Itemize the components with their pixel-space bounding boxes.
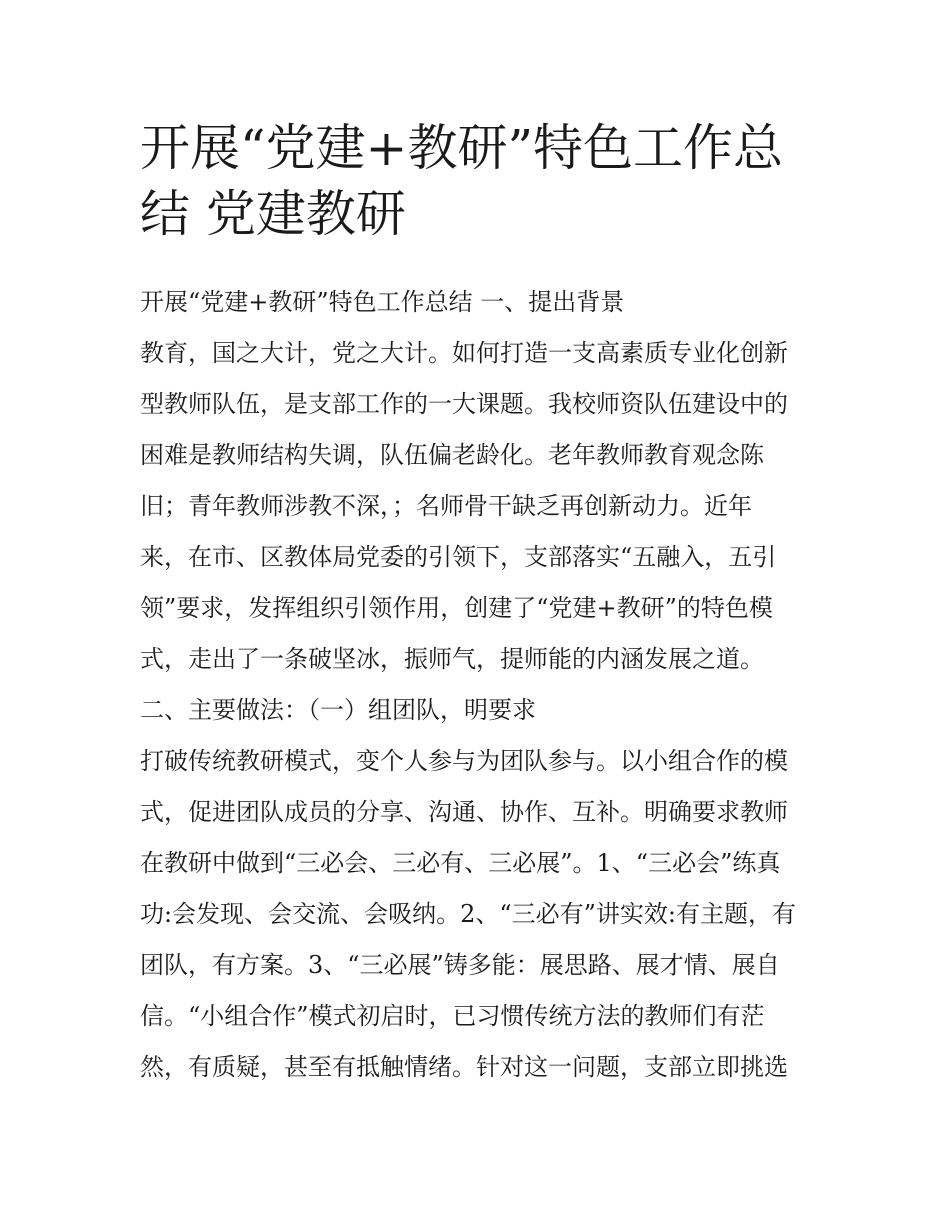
body-line: 功:会发现、会交流、会吸纳。2、“三必有”讲实效:有主题，有	[140, 900, 796, 928]
body-line: 教育，国之大计，党之大计。如何打造一支高素质专业化创新	[140, 339, 788, 367]
document-body	[140, 283, 820, 1099]
body-line: 式，走出了一条破坚冰，振师气，提师能的内涵发展之道。	[140, 645, 764, 673]
body-line: 二、主要做法：（一）组团队，明要求	[140, 696, 536, 724]
body-line: 式，促进团队成员的分享、沟通、协作、互补。明确要求教师	[140, 798, 788, 826]
body-line: 打破传统教研模式，变个人参与为团队参与。以小组合作的模	[140, 747, 788, 775]
body-line: 旧；青年教师涉教不深，；名师骨干缺乏再创新动力。近年	[140, 492, 752, 520]
body-line: 信。“小组合作”模式初启时，已习惯传统方法的教师们有茫	[140, 1002, 765, 1030]
document-title	[140, 115, 820, 247]
body-line: 在教研中做到“三必会、三必有、三必展”。1、“三必会”练真	[140, 849, 781, 877]
body-line: 团队，有方案。3、“三必展”铸多能：展思路、展才情、展自	[140, 951, 780, 979]
body-line: 型教师队伍，是支部工作的一大课题。我校师资队伍建设中的	[140, 390, 788, 418]
body-line: 开展“党建+教研”特色工作总结 一、提出背景	[140, 288, 625, 316]
body-line: 领”要求，发挥组织引领作用，创建了“党建+教研”的特色模	[140, 594, 773, 622]
title-line: 结 党建教研	[140, 185, 406, 243]
body-line: 然，有质疑，甚至有抵触情绪。针对这一问题，支部立即挑选	[140, 1053, 788, 1081]
title-line: 开展“党建+教研”特色工作总	[140, 119, 784, 177]
body-line: 来，在市、区教体局党委的引领下，支部落实“五融入，五引	[140, 543, 777, 571]
body-line: 困难是教师结构失调，队伍偏老龄化。老年教师教育观念陈	[140, 441, 764, 469]
